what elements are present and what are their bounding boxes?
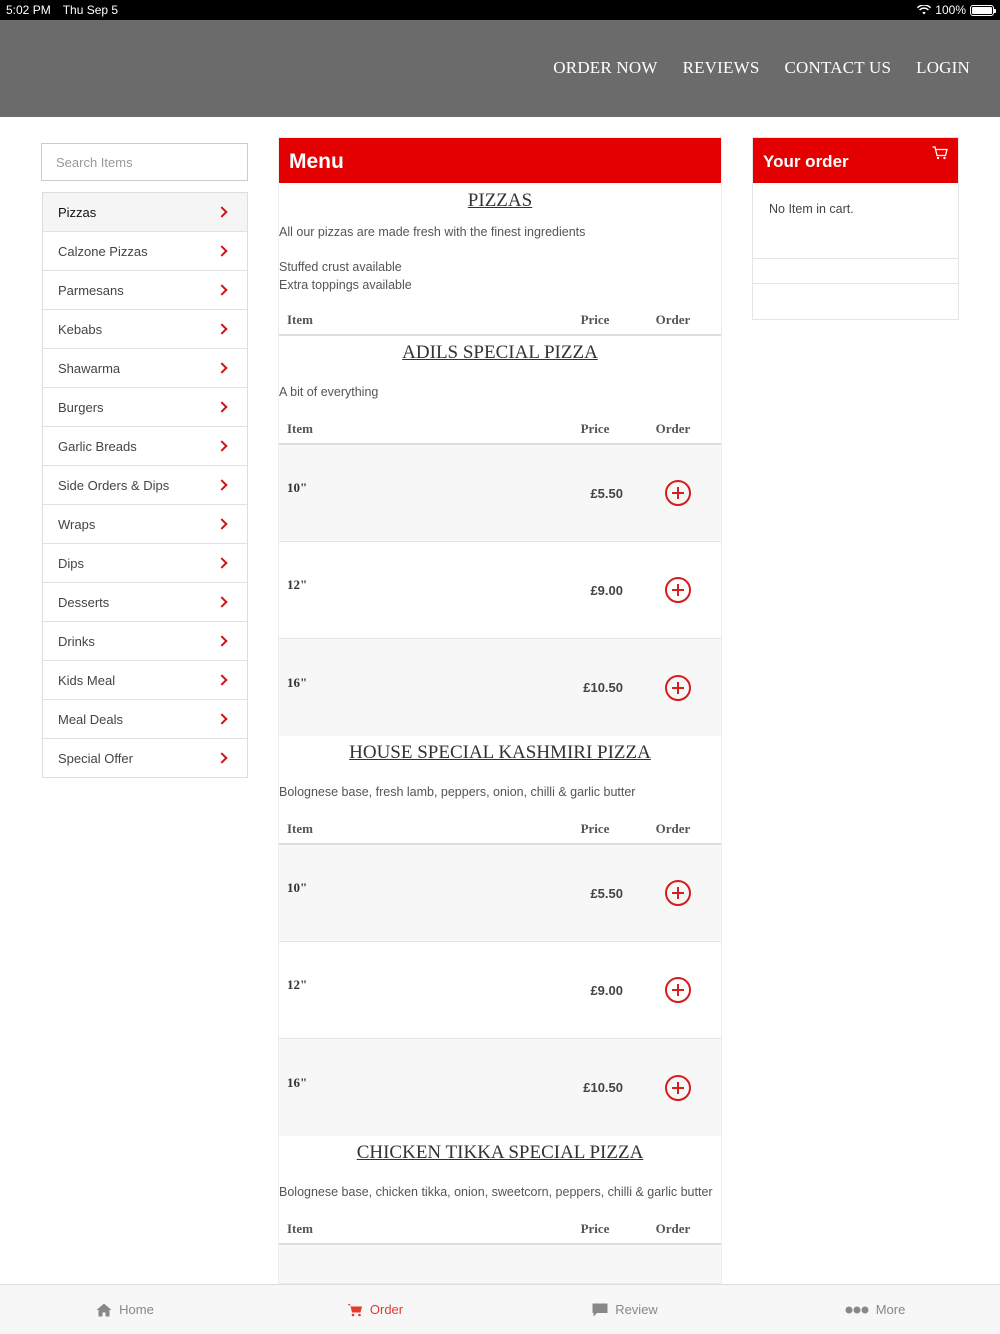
chevron-right-icon [216, 674, 227, 685]
cart-icon [347, 1303, 363, 1317]
add-to-cart-icon[interactable] [665, 577, 691, 603]
product-title: HOUSE SPECIAL KASHMIRI PIZZA [349, 742, 651, 763]
chevron-right-icon [216, 440, 227, 451]
category-item-burgers[interactable] [43, 388, 247, 427]
table-header [279, 415, 721, 445]
category-label: Kebabs [58, 321, 103, 337]
category-item-pizzas[interactable] [43, 193, 247, 232]
menu-panel [278, 137, 722, 1284]
item-size: 10" [287, 480, 308, 495]
add-to-cart-icon[interactable] [665, 480, 691, 506]
category-label: Special Offer [58, 750, 133, 766]
search-input[interactable] [41, 143, 248, 181]
chevron-right-icon [216, 518, 227, 529]
nav-login[interactable]: LOGIN [916, 58, 970, 77]
category-note: Stuffed crust available [279, 260, 402, 274]
col-order: Order [655, 421, 691, 436]
product-title: ADILS SPECIAL PIZZA [402, 342, 598, 363]
category-label: Side Orders & Dips [58, 477, 170, 493]
tab-label: Home [119, 1302, 154, 1317]
chevron-right-icon [216, 752, 227, 763]
category-item-special-offer[interactable] [43, 739, 247, 777]
add-to-cart-icon[interactable] [665, 675, 691, 701]
col-price: Price [580, 421, 610, 436]
order-title [753, 138, 958, 183]
product-description: Bolognese base, chicken tikka, onion, sweetcorn, peppers, chilli & garlic butter [279, 1185, 713, 1199]
col-item: Item [287, 312, 313, 327]
item-size: 12" [287, 977, 308, 992]
status-time: 5:02 PM [6, 3, 51, 17]
category-label: Desserts [58, 594, 110, 610]
chevron-right-icon [216, 245, 227, 256]
cart-empty-text: No Item in cart. [753, 183, 958, 259]
nav-order-now[interactable]: ORDER NOW [553, 58, 658, 77]
category-title: PIZZAS [467, 190, 533, 211]
add-to-cart-icon[interactable] [665, 1075, 691, 1101]
category-item-kebabs[interactable] [43, 310, 247, 349]
tab-order[interactable] [250, 1285, 500, 1334]
category-item-desserts[interactable] [43, 583, 247, 622]
product-title: CHICKEN TIKKA SPECIAL PIZZA [356, 1142, 644, 1163]
chevron-right-icon [216, 479, 227, 490]
tab-review[interactable] [500, 1285, 750, 1334]
category-label: Dips [58, 555, 85, 571]
cart-subtotal-row [753, 259, 958, 284]
home-icon [96, 1303, 112, 1317]
col-price: Price [580, 821, 610, 836]
table-row [279, 445, 721, 542]
category-item-meal-deals[interactable] [43, 700, 247, 739]
nav-contact-us[interactable]: CONTACT US [784, 58, 892, 77]
order-panel [752, 137, 959, 320]
category-item-wraps[interactable] [43, 505, 247, 544]
category-label: Calzone Pizzas [58, 243, 148, 259]
table-row [279, 845, 721, 942]
item-size: 12" [287, 577, 308, 592]
add-to-cart-icon[interactable] [665, 977, 691, 1003]
top-nav [553, 58, 970, 78]
category-label: Pizzas [58, 204, 97, 220]
category-item-garlic-breads[interactable] [43, 427, 247, 466]
item-price: £5.50 [590, 885, 623, 901]
category-label: Drinks [58, 633, 95, 649]
tab-home[interactable] [0, 1285, 250, 1334]
category-description: All our pizzas are made fresh with the finest ingredients [279, 225, 586, 239]
col-order: Order [655, 312, 691, 327]
item-price: £10.50 [583, 680, 623, 695]
item-price: £9.00 [590, 982, 623, 998]
chat-icon [592, 1303, 608, 1317]
category-label: Shawarma [58, 360, 121, 376]
tab-label: Order [369, 1302, 404, 1317]
product-description: Bolognese base, fresh lamb, peppers, onion, chilli & garlic butter [279, 785, 636, 799]
product-description: A bit of everything [279, 385, 379, 399]
item-price: £9.00 [590, 582, 623, 598]
menu-title: Menu [279, 138, 721, 183]
chevron-right-icon [216, 713, 227, 724]
chevron-right-icon [216, 284, 227, 295]
col-order: Order [655, 821, 691, 836]
cart-total-row [753, 284, 958, 309]
nav-reviews[interactable]: REVIEWS [682, 58, 760, 77]
chevron-right-icon [216, 635, 227, 646]
chevron-right-icon [216, 362, 227, 373]
table-header [279, 1215, 721, 1245]
category-label: Kids Meal [58, 672, 116, 688]
category-list [42, 192, 248, 778]
item-price: £5.50 [590, 485, 623, 501]
bottom-tab-bar [0, 1284, 1000, 1334]
tab-label: More [875, 1302, 906, 1317]
item-size: 10" [287, 880, 308, 895]
chevron-right-icon [216, 206, 227, 217]
table-row [279, 1245, 721, 1284]
col-price: Price [580, 312, 610, 327]
category-note: Extra toppings available [279, 278, 412, 292]
status-date: Thu Sep 5 [62, 3, 119, 17]
chevron-right-icon [216, 557, 227, 568]
chevron-right-icon [216, 596, 227, 607]
category-label: Wraps [58, 516, 96, 532]
category-label: Meal Deals [58, 711, 124, 727]
category-item-dips[interactable] [43, 544, 247, 583]
tab-more[interactable] [750, 1285, 1000, 1334]
chevron-right-icon [216, 323, 227, 334]
col-price: Price [580, 1221, 610, 1236]
item-size: 16" [287, 1074, 308, 1090]
table-row [279, 942, 721, 1039]
category-item-drinks[interactable] [43, 622, 247, 661]
category-label: Garlic Breads [58, 438, 137, 454]
cart-icon[interactable] [932, 146, 948, 160]
wifi-icon [917, 5, 931, 15]
category-item-calzone-pizzas[interactable] [43, 232, 247, 271]
order-title-text: Your order [763, 152, 849, 171]
more-icon [845, 1306, 869, 1314]
category-item-parmesans[interactable] [43, 271, 247, 310]
status-bar [0, 0, 1000, 20]
category-label: Burgers [58, 399, 104, 415]
col-item: Item [287, 421, 313, 436]
col-order: Order [655, 1221, 691, 1236]
tab-label: Review [615, 1302, 658, 1317]
col-item: Item [287, 821, 313, 836]
battery-icon [970, 5, 994, 16]
col-item: Item [287, 1221, 313, 1236]
category-item-side-orders-dips[interactable] [43, 466, 247, 505]
category-label: Parmesans [58, 282, 124, 298]
category-item-kids-meal[interactable] [43, 661, 247, 700]
table-header [279, 815, 721, 845]
battery-percent: 100% [935, 3, 966, 17]
chevron-right-icon [216, 401, 227, 412]
table-row [279, 1039, 721, 1136]
table-header [279, 306, 721, 336]
category-item-shawarma[interactable] [43, 349, 247, 388]
table-row [279, 639, 721, 736]
item-size: 16" [287, 674, 308, 690]
add-to-cart-icon[interactable] [665, 880, 691, 906]
site-header [0, 20, 1000, 117]
table-row [279, 542, 721, 639]
item-price: £10.50 [583, 1080, 623, 1095]
